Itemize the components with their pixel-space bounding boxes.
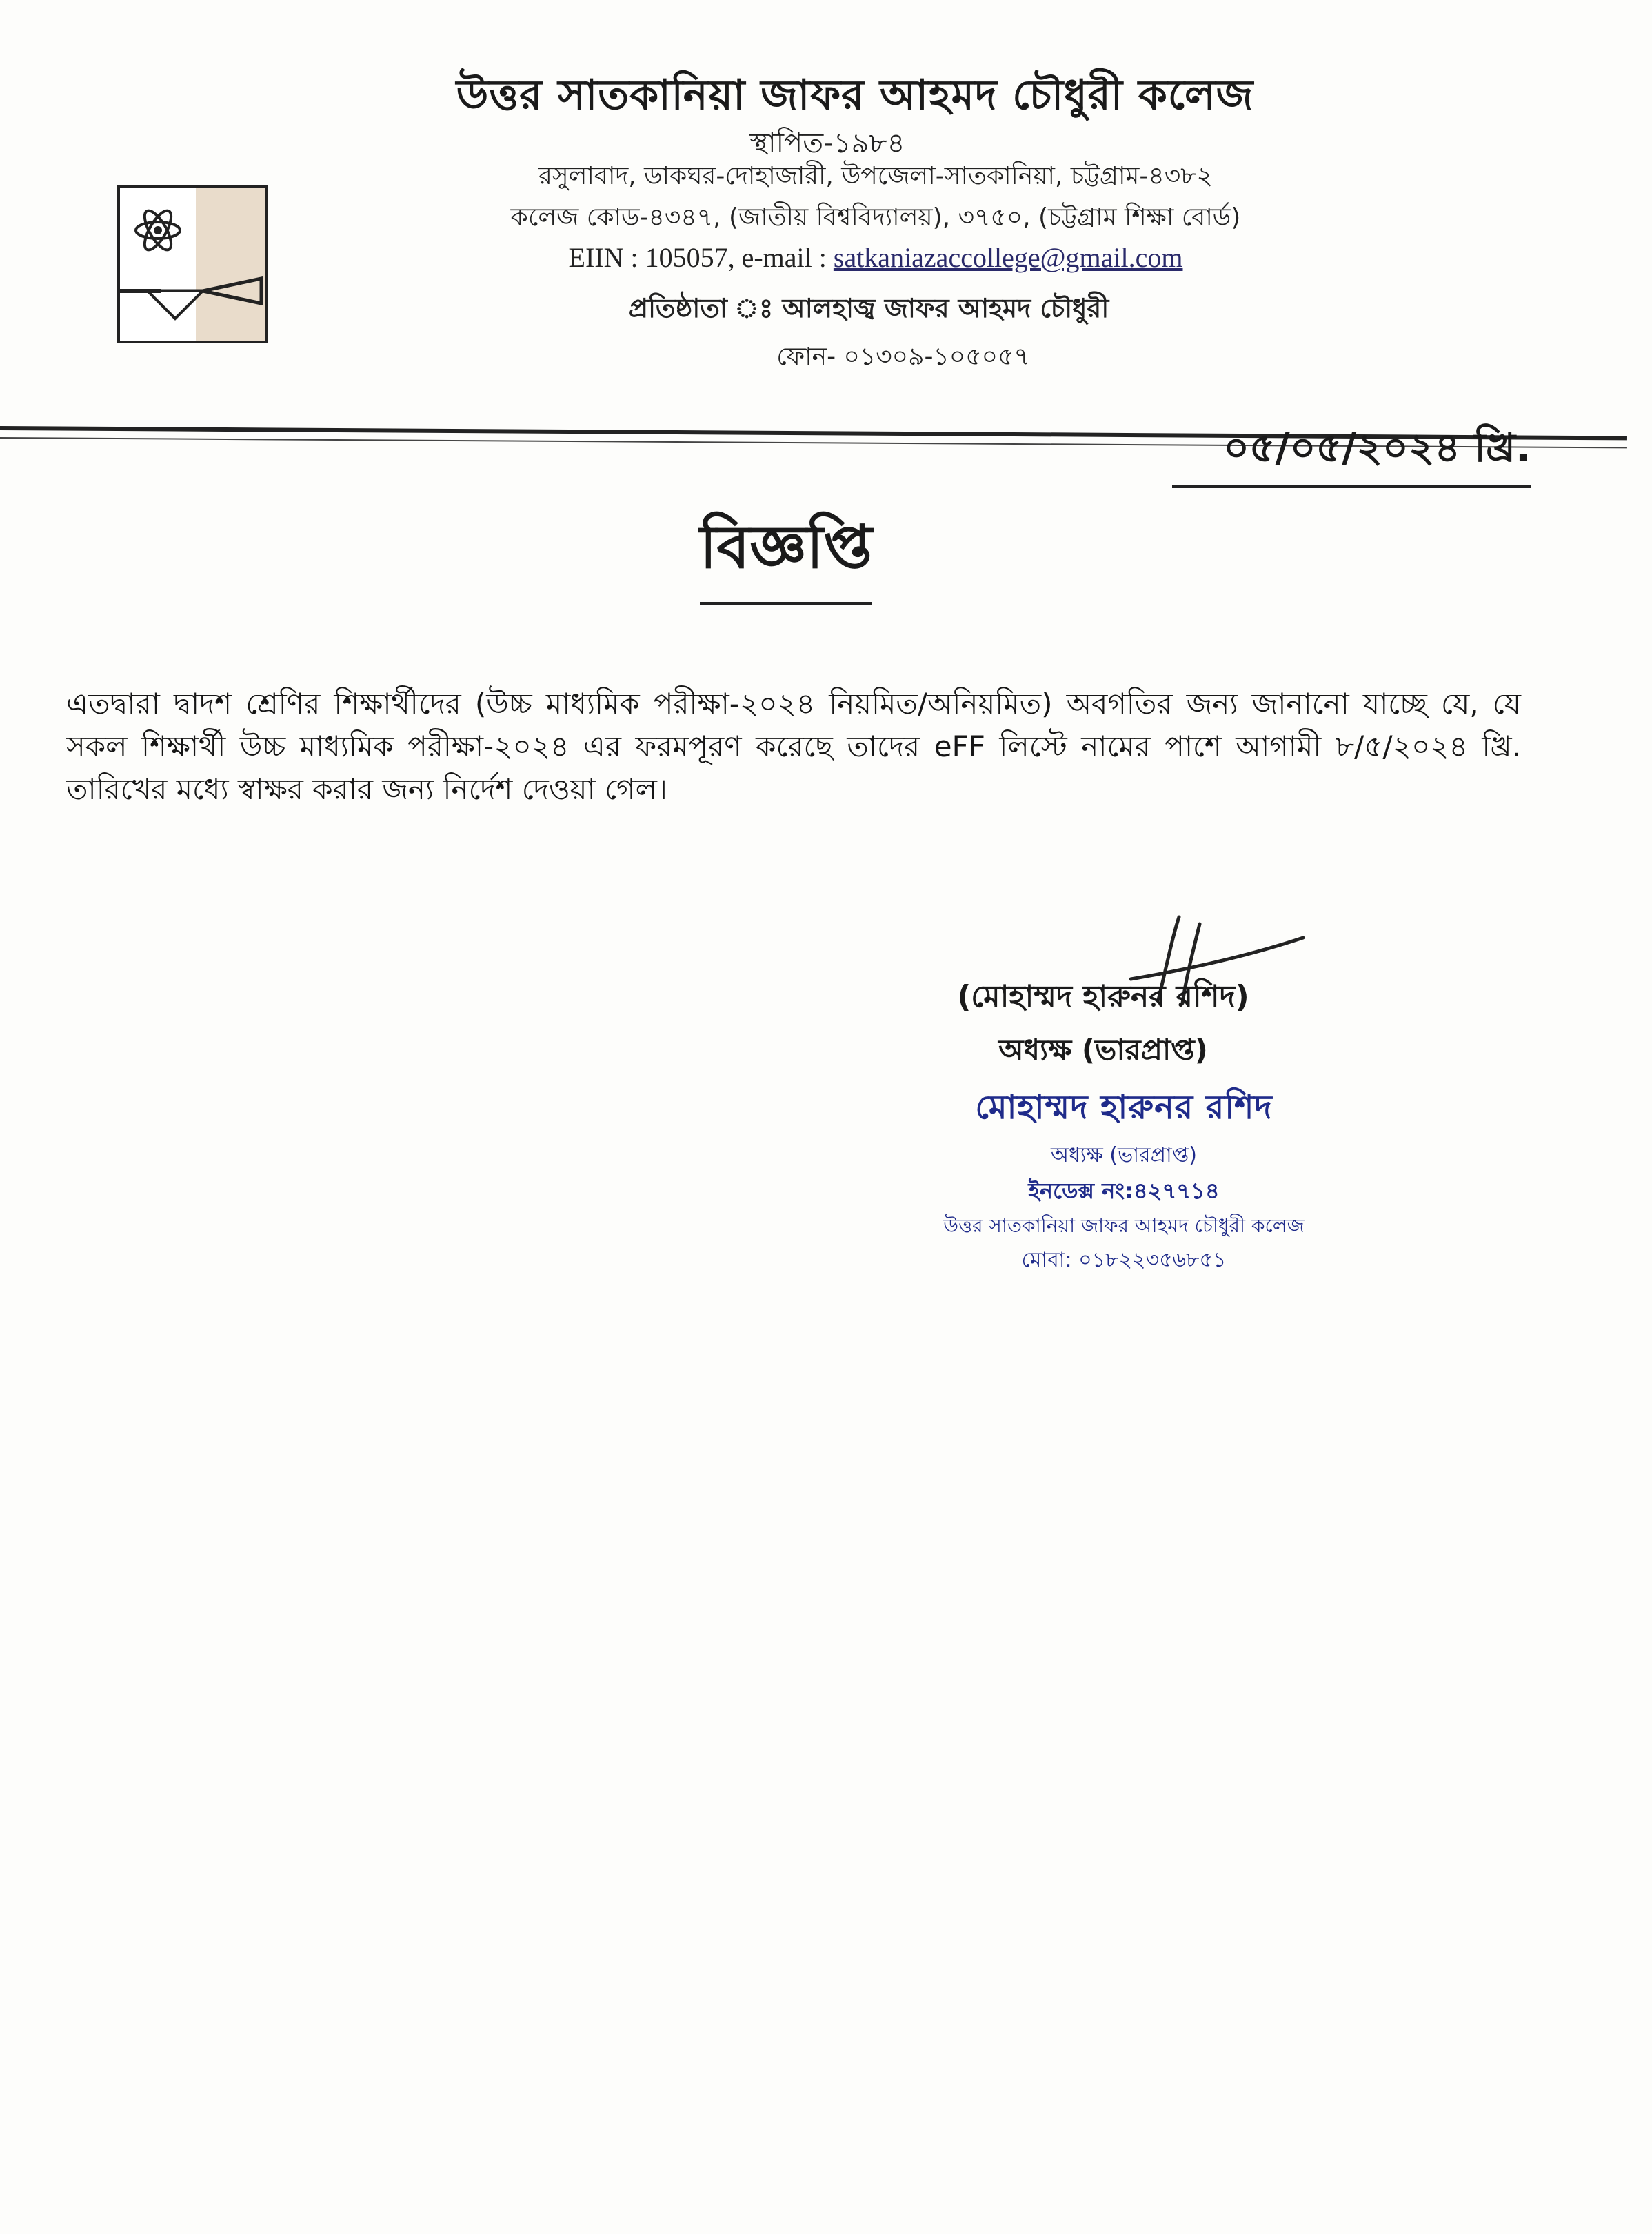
college-logo-icon: [117, 185, 268, 343]
eiin-label: EIIN : 105057, e-mail :: [568, 242, 834, 273]
stamp-index: ইনডেক্স নং:৪২৭৭১৪: [1028, 1178, 1220, 1204]
stamp-name: মোহাম্মদ হারুনর রশিদ: [975, 1088, 1273, 1127]
stamp-mobile: মোবা: ০১৮২২৩৫৬৮৫১: [1021, 1248, 1227, 1272]
established-year: স্থাপিত-১৯৮৪: [749, 128, 905, 159]
notice-date: ০৫/০৫/২০২৪ খ্রি.: [1172, 417, 1531, 484]
notice-title: [683, 502, 889, 605]
eiin-email-line: [496, 241, 1255, 274]
founder-line: প্রতিষ্ঠাতা ঃ আলহাজ্ব জাফর আহমদ চৌধুরী: [628, 293, 1109, 323]
signatory-title: অধ্যক্ষ (ভারপ্রাপ্ত): [998, 1033, 1208, 1067]
college-code: কলেজ কোড-৪৩৪৭, (জাতীয় বিশ্ববিদ্যালয়), ৩৭৫০, (চট্টগ্রাম শিক্ষা বোর্ড): [510, 203, 1241, 232]
college-address: রসুলাবাদ, ডাকঘর-দোহাজারী, উপজেলা-সাতকানিয়া, চট্টগ্রাম-৪৩৮২: [538, 162, 1213, 190]
phone-line: ফোন- ০১৩০৯-১০৫০৫৭: [776, 343, 1030, 371]
signatory-name: (মোহাম্মদ হারুনর রশিদ): [957, 979, 1249, 1014]
notice-title-text: বিজ্ঞপ্তি: [700, 502, 872, 605]
notice-body: এতদ্বারা দ্বাদশ শ্রেণির শিক্ষার্থীদের (উচ্চ মাধ্যমিক পরীক্ষা-২০২৪ নিয়মিত/অনিয়মিত) অবগতির জন্য জানানো যাচ্ছে যে, যে সকল শিক্ষার্থী উচ্চ মাধ্যমিক পরীক্ষা-২০২৪ এর ফরমপূরণ করেছে তাদের eFF লিস্টে নামের পাশে আগামী ৮/৫/২০২৪ খ্রি. তারিখের মধ্যে স্বাক্ষর করার জন্য নির্দেশ দেওয়া গেল।: [66, 687, 1521, 806]
stamp-title: অধ্যক্ষ (ভারপ্রাপ্ত): [1050, 1143, 1198, 1167]
stamp-college: উত্তর সাতকানিয়া জাফর আহমদ চৌধুরী কলেজ: [943, 1214, 1305, 1237]
college-name: উত্তর সাতকানিয়া জাফর আহমদ চৌধুরী কলেজ: [456, 71, 1254, 119]
email-link[interactable]: satkaniazaccollege@gmail.com: [833, 242, 1183, 273]
official-stamp: [910, 1083, 1338, 1278]
